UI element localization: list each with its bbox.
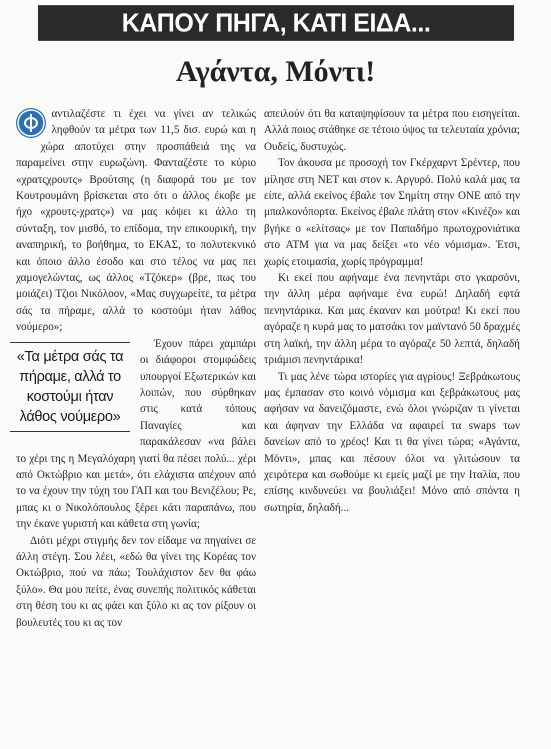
pull-quote: «Τα μέτρα σάς τα πήραμε, αλλά το κοστούμι ήταν λάθος νούμερο»	[10, 342, 130, 432]
paragraph: Τον άκουσα με προσοχή τον Γκέρχαρντ Σρέντερ, που μίλησε στη ΝΕΤ και στον κ. Αργυρό. Πολύ καλά μας τα είπε, αλλά εκείνος έβαλε τον Σημίτη στην ΟΝΕ από την μπαλκονόπορτα. Εκείνος έβαλε πλάτη στον «Κινέζο» και βγήκε ο «ελίτσας» με τον Παπαδήμο πρωτοχρονιάτικα στο ATM για να μας δείξει «το νέο νόμισμα». Έτσι, χωρίς ετοιμασία, χωρίς πρόγραμμα!	[264, 157, 520, 268]
paragraph: Διότι μέχρι στιγμής δεν τον είδαμε να πηγαίνει σε άλλη στέγη. Σου λέει, «εδώ θα γίνει της Κορέας τον Οκτώβριο, πού να πάω; Τουλάχιστον δεν θα φάω ξύλο». Θα μου πείτε, ένας συνεπής πολιτικός κάθεται στη θέση του κι ας φάει και ξύλο κι ας τον ρίξουν οι βουλευτές του κι ας τον	[16, 534, 256, 629]
paragraph: Τι μας λένε τώρα ιστορίες για αγρίους! Ξεβράκωτους μας έμπασαν στο κοινό νόμισμα και ξεβράκωτους μας αφήσαν να δανειζόμαστε, ενώ όλοι γνώριζαν τι γίνεται και άφηναν την Ελλάδα να αφαιρεί τα swaps των δανείων από το χρέος! Και τι θα γίνει τώρα; «Αγάντα, Μόντι», μπας και πέσουν όλοι να γλιτώσουν τα χειρότερα και σωθούμε κι εμείς μαζί με την Ιταλία, που επίσης κινδυνεύει να βουλιάξει! Μόνο από σπόντα η σωτηρία, δηλαδή...	[264, 370, 520, 514]
article-column-left	[16, 106, 256, 631]
paragraph: Έχουν πάρει χαμπάρι οι διάφοροι στομφώδεις υπουργοί Εξωτερικών και λοιπών, που σύρθηκαν στις κατά τόπους Παναγίες και παρακάλεσαν «να βάλει το χέρι της η Μεγαλόχαρη γιατί θα πέσει πολύ... χέρι από Οκτώβριο και μετά», ότι ελάχιστα απέχουν από το να έχουν την τύχη του ΓΑΠ και του Βενιζέλου; Ρε, μπας κι ο Νικολόπουλος ξέρει κάτι παραπάνω, που την έκανε γυριστή και κάθετα στη γωνία;	[16, 337, 256, 531]
section-banner: ΚΑΠΟΥ ΠΗΓΑ, ΚΑΤΙ ΕΙΔΑ...	[38, 5, 514, 41]
paragraph: απειλούν ότι θα καταψηφίσουν τα μέτρα που εισηγείται. Αλλά ποιος στάθηκε σε τέτοιο ύψος τα τελευταία χρόνια; Ουδείς, δυστυχώς.	[264, 108, 521, 153]
article-headline: Αγάντα, Μόντι!	[175, 55, 376, 88]
article-column-right	[264, 106, 520, 516]
phi-circle-logo-icon	[16, 108, 46, 138]
paragraph: Κι εκεί που αφήναμε ένα πενηντάρι στο γκαρσόνι, την άλλη μέρα αφήναμε ένα ευρώ! Δηλαδή εφτά πενηντάρικα. Και μας έκαναν και μούτρα! Κι εκεί που αγόραζε η κυρά μας το ματσάκι τον μαϊντανό 50 δραχμές στη λαϊκή, την άλλη μέρα το αγόραζε 50 λεπτά, δηλαδή τριάμισι πενηντάρικα!	[264, 272, 521, 367]
paragraph: αντιλαζέστε τι έχει να γίνει αν τελικώς ληφθούν τα μέτρα των 11,5 δισ. ευρώ και η χώρα αποτύχει στην προσπάθειά της να παραμείνει στην ευρωζώνη. Φανταζέστε το κύριο «χρατςχρουτς» Βρούτσης (η διαφορά του με τον Κουτρουμάνη βρίσκεται στο ότι ο άλλος έκοβε με ήχο «χρουτς-χρατς») να μας κόψει κι άλλο τη σύνταξη, τον μισθό, το επίδομα, την επικουρική, την αναπηρική, το βοήθημα, το ΕΚΑΣ, το πολυτεκνικό και όποιο άλλο έσοδο και στο τέλος να μας πει χαμογελώντας, ως άλλος «Τζόκερ» (βρε, πως του μοιάζει) Τζιοι Νικόλοον, «Μας συγχωρείτε, τα μέτρα σάς τα πήραμε, αλλά το κοστούμι ήταν λάθος νούμερο»;	[16, 108, 256, 334]
